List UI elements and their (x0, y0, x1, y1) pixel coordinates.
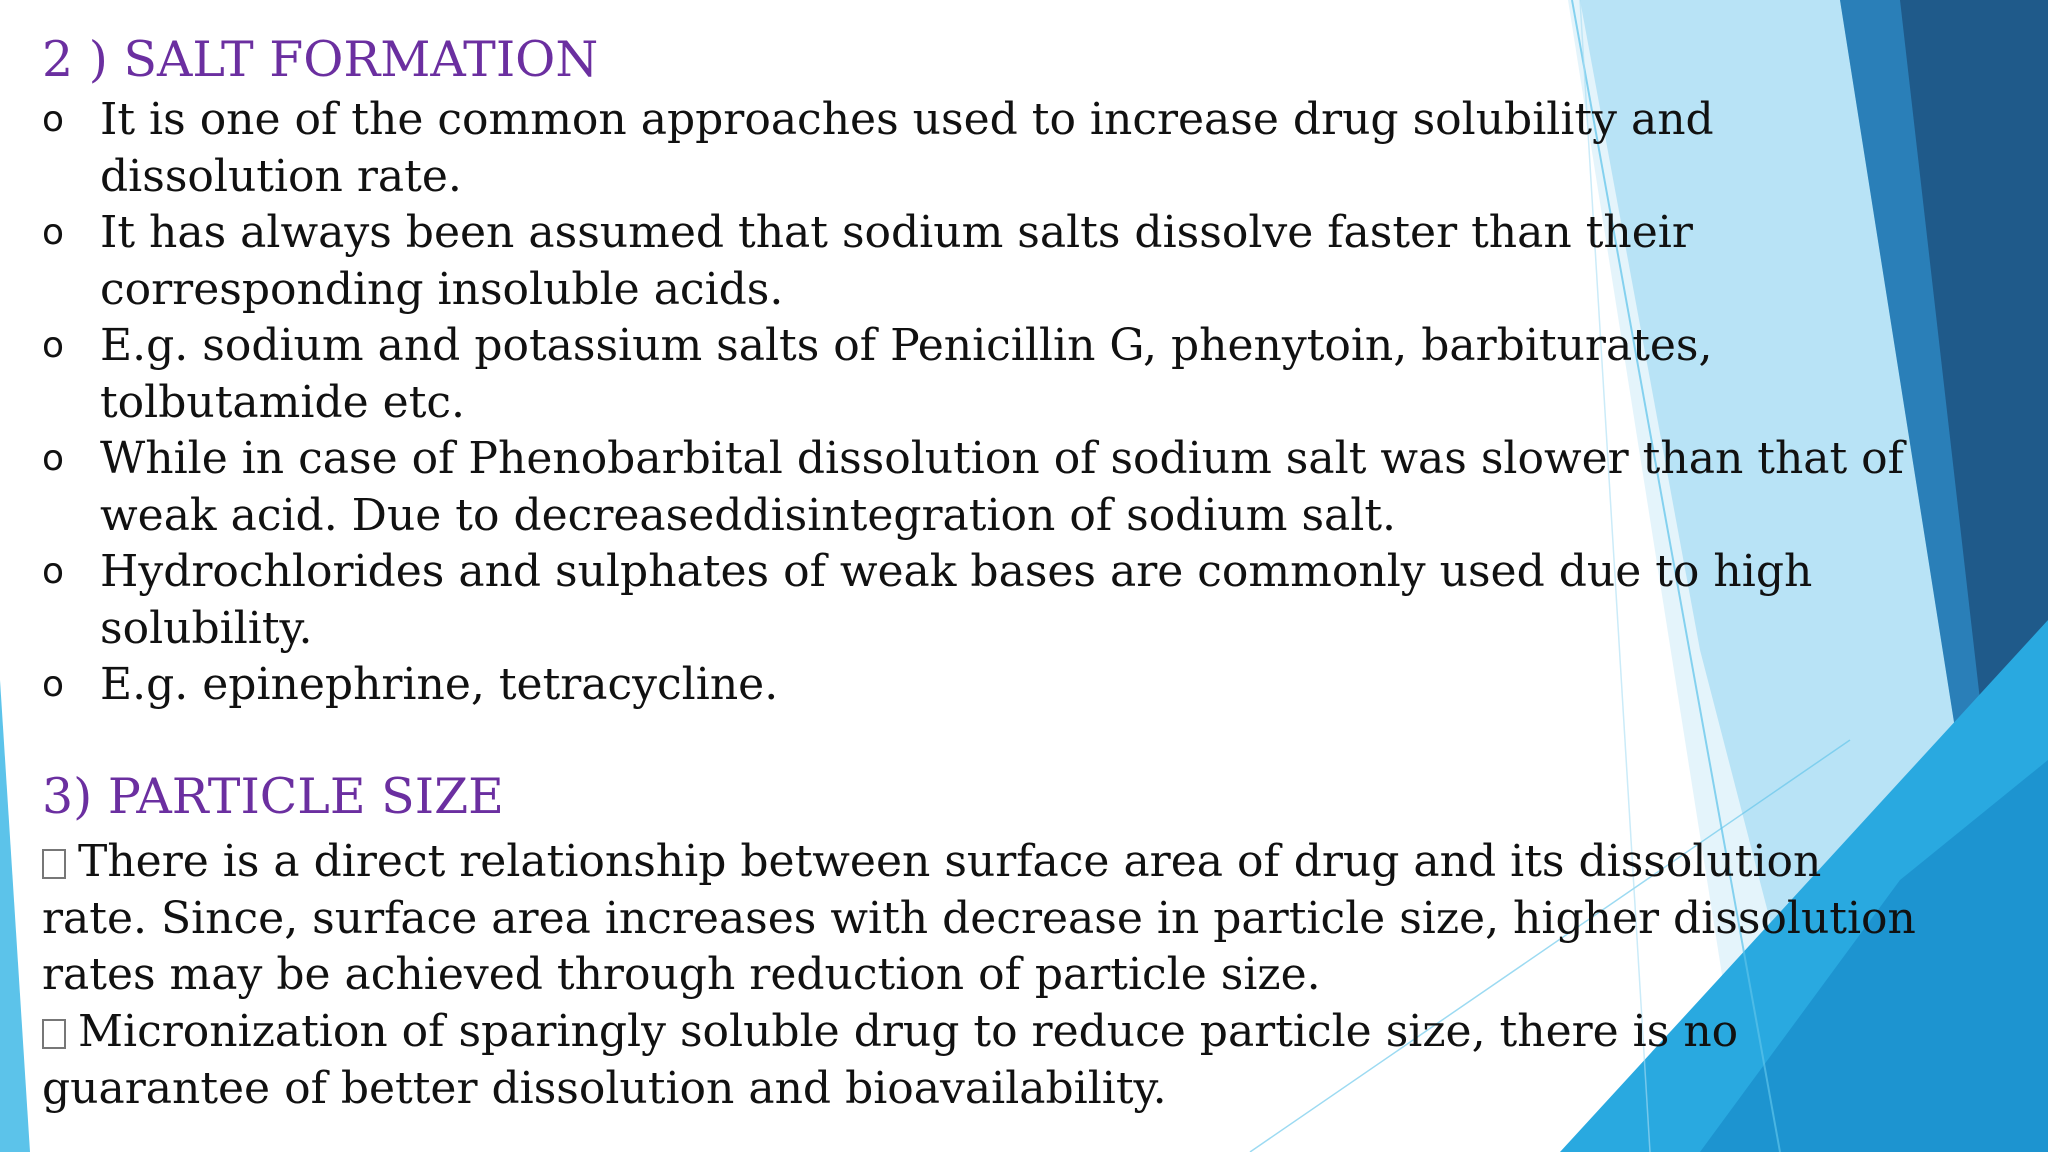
particle-size-paragraph (42, 834, 2032, 1004)
missing-glyph-box-icon (42, 1019, 66, 1049)
bullet-line: E.g. epinephrine, tetracycline. (100, 659, 779, 710)
bullet-marker: o (42, 212, 65, 253)
section-heading-salt-formation: 2 ) SALT FORMATION (42, 31, 599, 88)
bullet-item (42, 205, 2022, 318)
bullet-item (42, 92, 2022, 205)
bullet-item (42, 318, 2022, 431)
paragraph-text: There is a direct relationship between surface area of drug and its dissolution (78, 836, 1822, 887)
bullet-marker: o (42, 664, 65, 705)
bullet-line: It has always been assumed that sodium salts dissolve faster than their (100, 207, 1693, 258)
paragraph-line (42, 834, 2032, 891)
bullet-line: corresponding insoluble acids. (100, 263, 784, 315)
bullet-line: Hydrochlorides and sulphates of weak bases are commonly used due to high (100, 546, 1813, 597)
paragraph-line (42, 1004, 2032, 1061)
bullet-line: It is one of the common approaches used to increase drug solubility and (100, 94, 1714, 145)
paragraph-text: Micronization of sparingly soluble drug to reduce particle size, there is no (78, 1006, 1739, 1057)
salt-formation-bullet-list (42, 92, 2022, 714)
bullet-marker: o (42, 438, 65, 479)
section-heading-particle-size: 3) PARTICLE SIZE (42, 768, 504, 825)
micronization-paragraph (42, 1004, 2032, 1117)
bullet-item (42, 431, 2022, 544)
bullet-line: E.g. sodium and potassium salts of Penicillin G, phenytoin, barbiturates, (100, 320, 1713, 371)
missing-glyph-box-icon (42, 849, 66, 879)
bullet-line: weak acid. Due to decreaseddisintegration of sodium salt. (100, 489, 1397, 541)
bullet-line: solubility. (100, 602, 313, 654)
bullet-line: dissolution rate. (100, 150, 462, 202)
bullet-item (42, 657, 2022, 714)
bullet-line: tolbutamide etc. (100, 376, 465, 428)
bullet-line: While in case of Phenobarbital dissolution of sodium salt was slower than that of (100, 433, 1904, 484)
paragraph-line: rates may be achieved through reduction of particle size. (42, 949, 1321, 1000)
bullet-marker: o (42, 325, 65, 366)
bullet-item (42, 544, 2022, 657)
paragraph-line: guarantee of better dissolution and bioavailability. (42, 1062, 1167, 1114)
bullet-marker: o (42, 551, 65, 592)
paragraph-line: rate. Since, surface area increases with decrease in particle size, higher dissolution (42, 892, 1916, 944)
bullet-marker: o (42, 99, 65, 140)
